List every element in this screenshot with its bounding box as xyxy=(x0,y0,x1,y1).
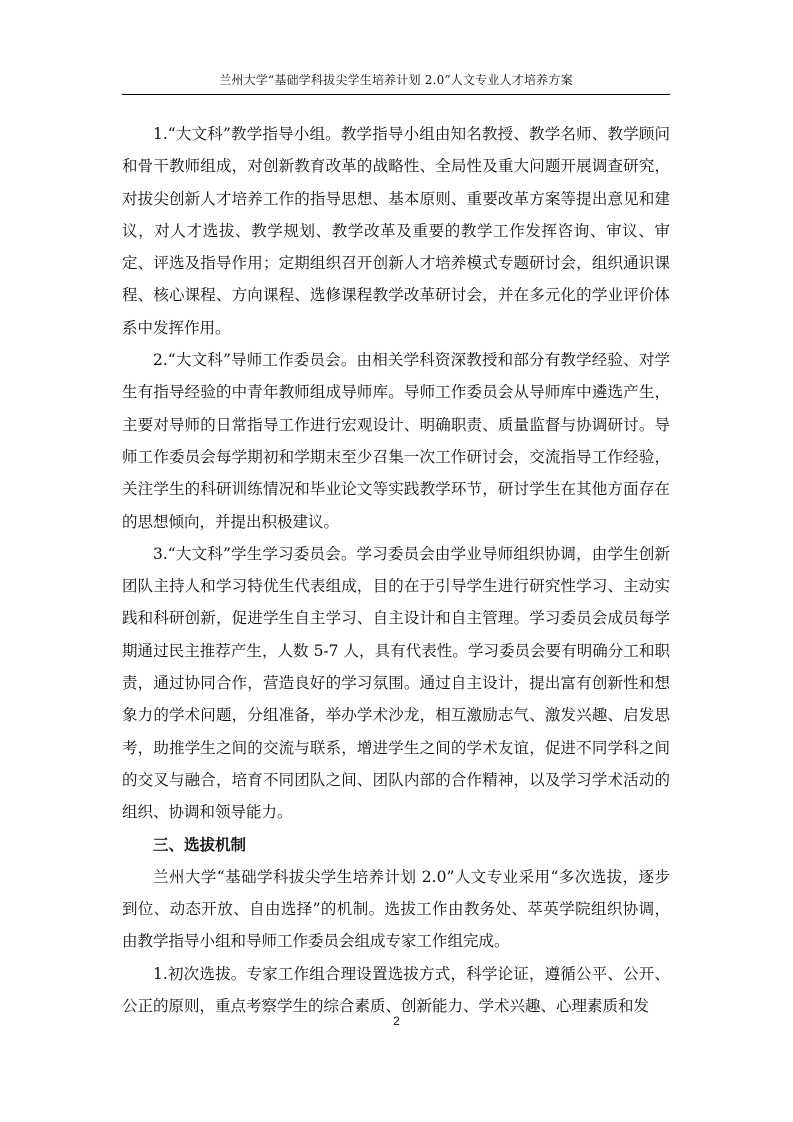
paragraph-selection-overview: 兰州大学“基础学科拔尖学生培养计划 2.0”人文专业采用“多次选拔，逐步到位、动态开放、自由选择”的机制。选拔工作由教务处、萃英学院组织协调，由教学指导小组和导师工作委员会组成专家工作组完成。 xyxy=(122,867,670,951)
paragraph-teaching-guidance-group: 1.“大文科”教学指导小组。教学指导小组由知名教授、教学名师、教学顾问和骨干教师组成，对创新教育改革的战略性、全局性及重大问题开展调查研究，对拔尖创新人才培养工作的指导思想、基本原则、重要改革方案等提出意见和建议，对人才选拔、教学规划、教学改革及重要的教学工作发挥咨询、审议、审定、评选及指导作用；定期组织召开创新人才培养模式专题研讨会，组织通识课程、核心课程、方向课程、选修课程教学改革研讨会，并在多元化的学业评价体系中发挥作用。 xyxy=(122,125,670,337)
paragraph-student-learning-committee: 3.“大文科”学生学习委员会。学习委员会由学业导师组织协调，由学生创新团队主持人和学习特优生代表组成，目的在于引导学生进行研究性学习、主动实践和科研创新，促进学生自主学习、自主设计和自主管理。学习委员会成员每学期通过民主推荐产生，人数 5-7 人，具有代表性。学习委员会要有明确分工和职责，通过协同合作，营造良好的学习氛围。通过自主设计，提出富有创新性和想象力的学术问题，分组准备，举办学术沙龙，相互激励志气、激发兴趣、启发思考，助推学生之间的交流与联系，增进学生之间的学术友谊，促进不同学科之间的交叉与融合，培育不同团队之间、团队内部的合作精神，以及学习学术活动的组织、协调和领导能力。 xyxy=(122,544,670,822)
running-header: 兰州大学“基础学科拔尖学生培养计划 2.0”人文专业人才培养方案 xyxy=(219,73,573,87)
page-number: 2 xyxy=(393,1014,400,1028)
header-divider xyxy=(122,94,670,95)
document-body xyxy=(122,118,670,1022)
paragraph-initial-selection: 1.初次选拔。专家工作组合理设置选拔方式，科学论证，遵循公平、公开、公正的原则，重点考察学生的综合素质、创新能力、学术兴趣、心理素质和发 xyxy=(122,964,670,1016)
paragraph-tutor-committee: 2.“大文科”导师工作委员会。由相关学科资深教授和部分有教学经验、对学生有指导经验的中青年教师组成导师库。导师工作委员会从导师库中遴选产生，主要对导师的日常指导工作进行宏观设计、明确职责、质量监督与协调研讨。导师工作委员会每学期初和学期末至少召集一次工作研讨会，交流指导工作经验，关注学生的科研训练情况和毕业论文等实践教学环节，研讨学生在其他方面存在的思想倾向，并提出积极建议。 xyxy=(122,351,670,531)
section-heading-selection-mechanism: 三、选拔机制 xyxy=(153,835,247,854)
